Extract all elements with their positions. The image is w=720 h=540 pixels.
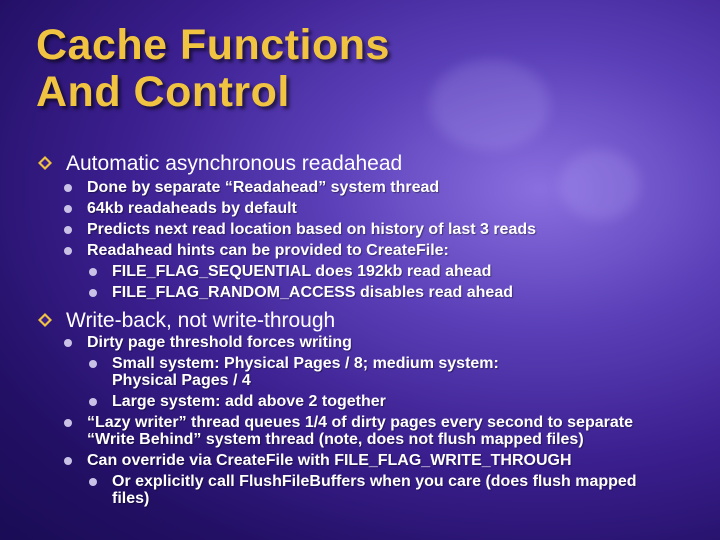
sub-sub-bullet-text: FILE_FLAG_RANDOM_ACCESS disables read ahead [112,284,513,301]
sub-sub-bullet-list [87,355,642,410]
dot-bullet-icon [89,398,97,406]
dot-bullet-icon [89,478,97,486]
sub-sub-bullet-text: Small system: Physical Pages / 8; medium system: Physical Pages / 4 [112,355,499,389]
diamond-bullet-icon [38,156,52,170]
sub-bullet-item [62,414,642,448]
dot-bullet-icon [64,419,72,427]
background-glow [430,60,550,150]
dot-bullet-icon [89,289,97,297]
sub-bullet-text: Readahead hints can be provided to CreateFile: [87,242,449,259]
bullet-item [38,309,698,333]
sub-bullet-list [62,179,702,305]
bullet-text: Automatic asynchronous readahead [66,152,403,175]
slide-title-line-2: And Control [36,68,290,116]
bullet-item [38,152,698,176]
dot-bullet-icon [64,205,72,213]
sub-bullet-list [62,334,642,511]
slide-title-line-1: Cache Functions [36,21,390,69]
bullet-list-section-1 [38,152,698,176]
dot-bullet-icon [64,339,72,347]
dot-bullet-icon [64,247,72,255]
sub-bullet-item [62,200,702,217]
bullet-list-section-2 [38,309,698,333]
sub-sub-bullet-item [87,355,642,389]
sub-sub-bullet-item [87,263,702,280]
slide-title [36,22,390,116]
dot-bullet-icon [64,457,72,465]
sub-bullet-item [62,179,702,196]
sub-sub-bullet-text: FILE_FLAG_SEQUENTIAL does 192kb read ahead [112,263,492,280]
sub-bullet-text: Can override via CreateFile with FILE_FLAG_WRITE_THROUGH [87,452,572,469]
sub-bullet-item [62,242,702,301]
dot-bullet-icon [89,360,97,368]
sub-sub-bullet-text: Or explicitly call FlushFileBuffers when you care (does flush mapped files) [112,473,637,507]
diamond-bullet-icon [38,313,52,327]
sub-bullet-item [62,334,642,410]
sub-sub-bullet-item [87,473,642,507]
sub-bullet-item [62,221,702,238]
sub-bullet-text: Predicts next read location based on history of last 3 reads [87,221,537,238]
sub-sub-bullet-item [87,284,702,301]
sub-sub-bullet-text: Large system: add above 2 together [112,393,386,410]
dot-bullet-icon [64,226,72,234]
sub-bullet-text: “Lazy writer” thread queues 1/4 of dirty pages every second to separate “Write Behind” system thread (note, does not flush mapped files) [87,414,633,448]
sub-sub-bullet-list [87,263,702,301]
sub-bullet-item [62,452,642,507]
dot-bullet-icon [64,184,72,192]
dot-bullet-icon [89,268,97,276]
sub-bullet-text: 64kb readaheads by default [87,200,297,217]
sub-sub-bullet-list [87,473,642,507]
sub-sub-bullet-item [87,393,642,410]
sub-bullet-text: Dirty page threshold forces writing [87,334,352,351]
bullet-text: Write-back, not write-through [66,309,336,332]
sub-bullet-text: Done by separate “Readahead” system thread [87,179,440,196]
